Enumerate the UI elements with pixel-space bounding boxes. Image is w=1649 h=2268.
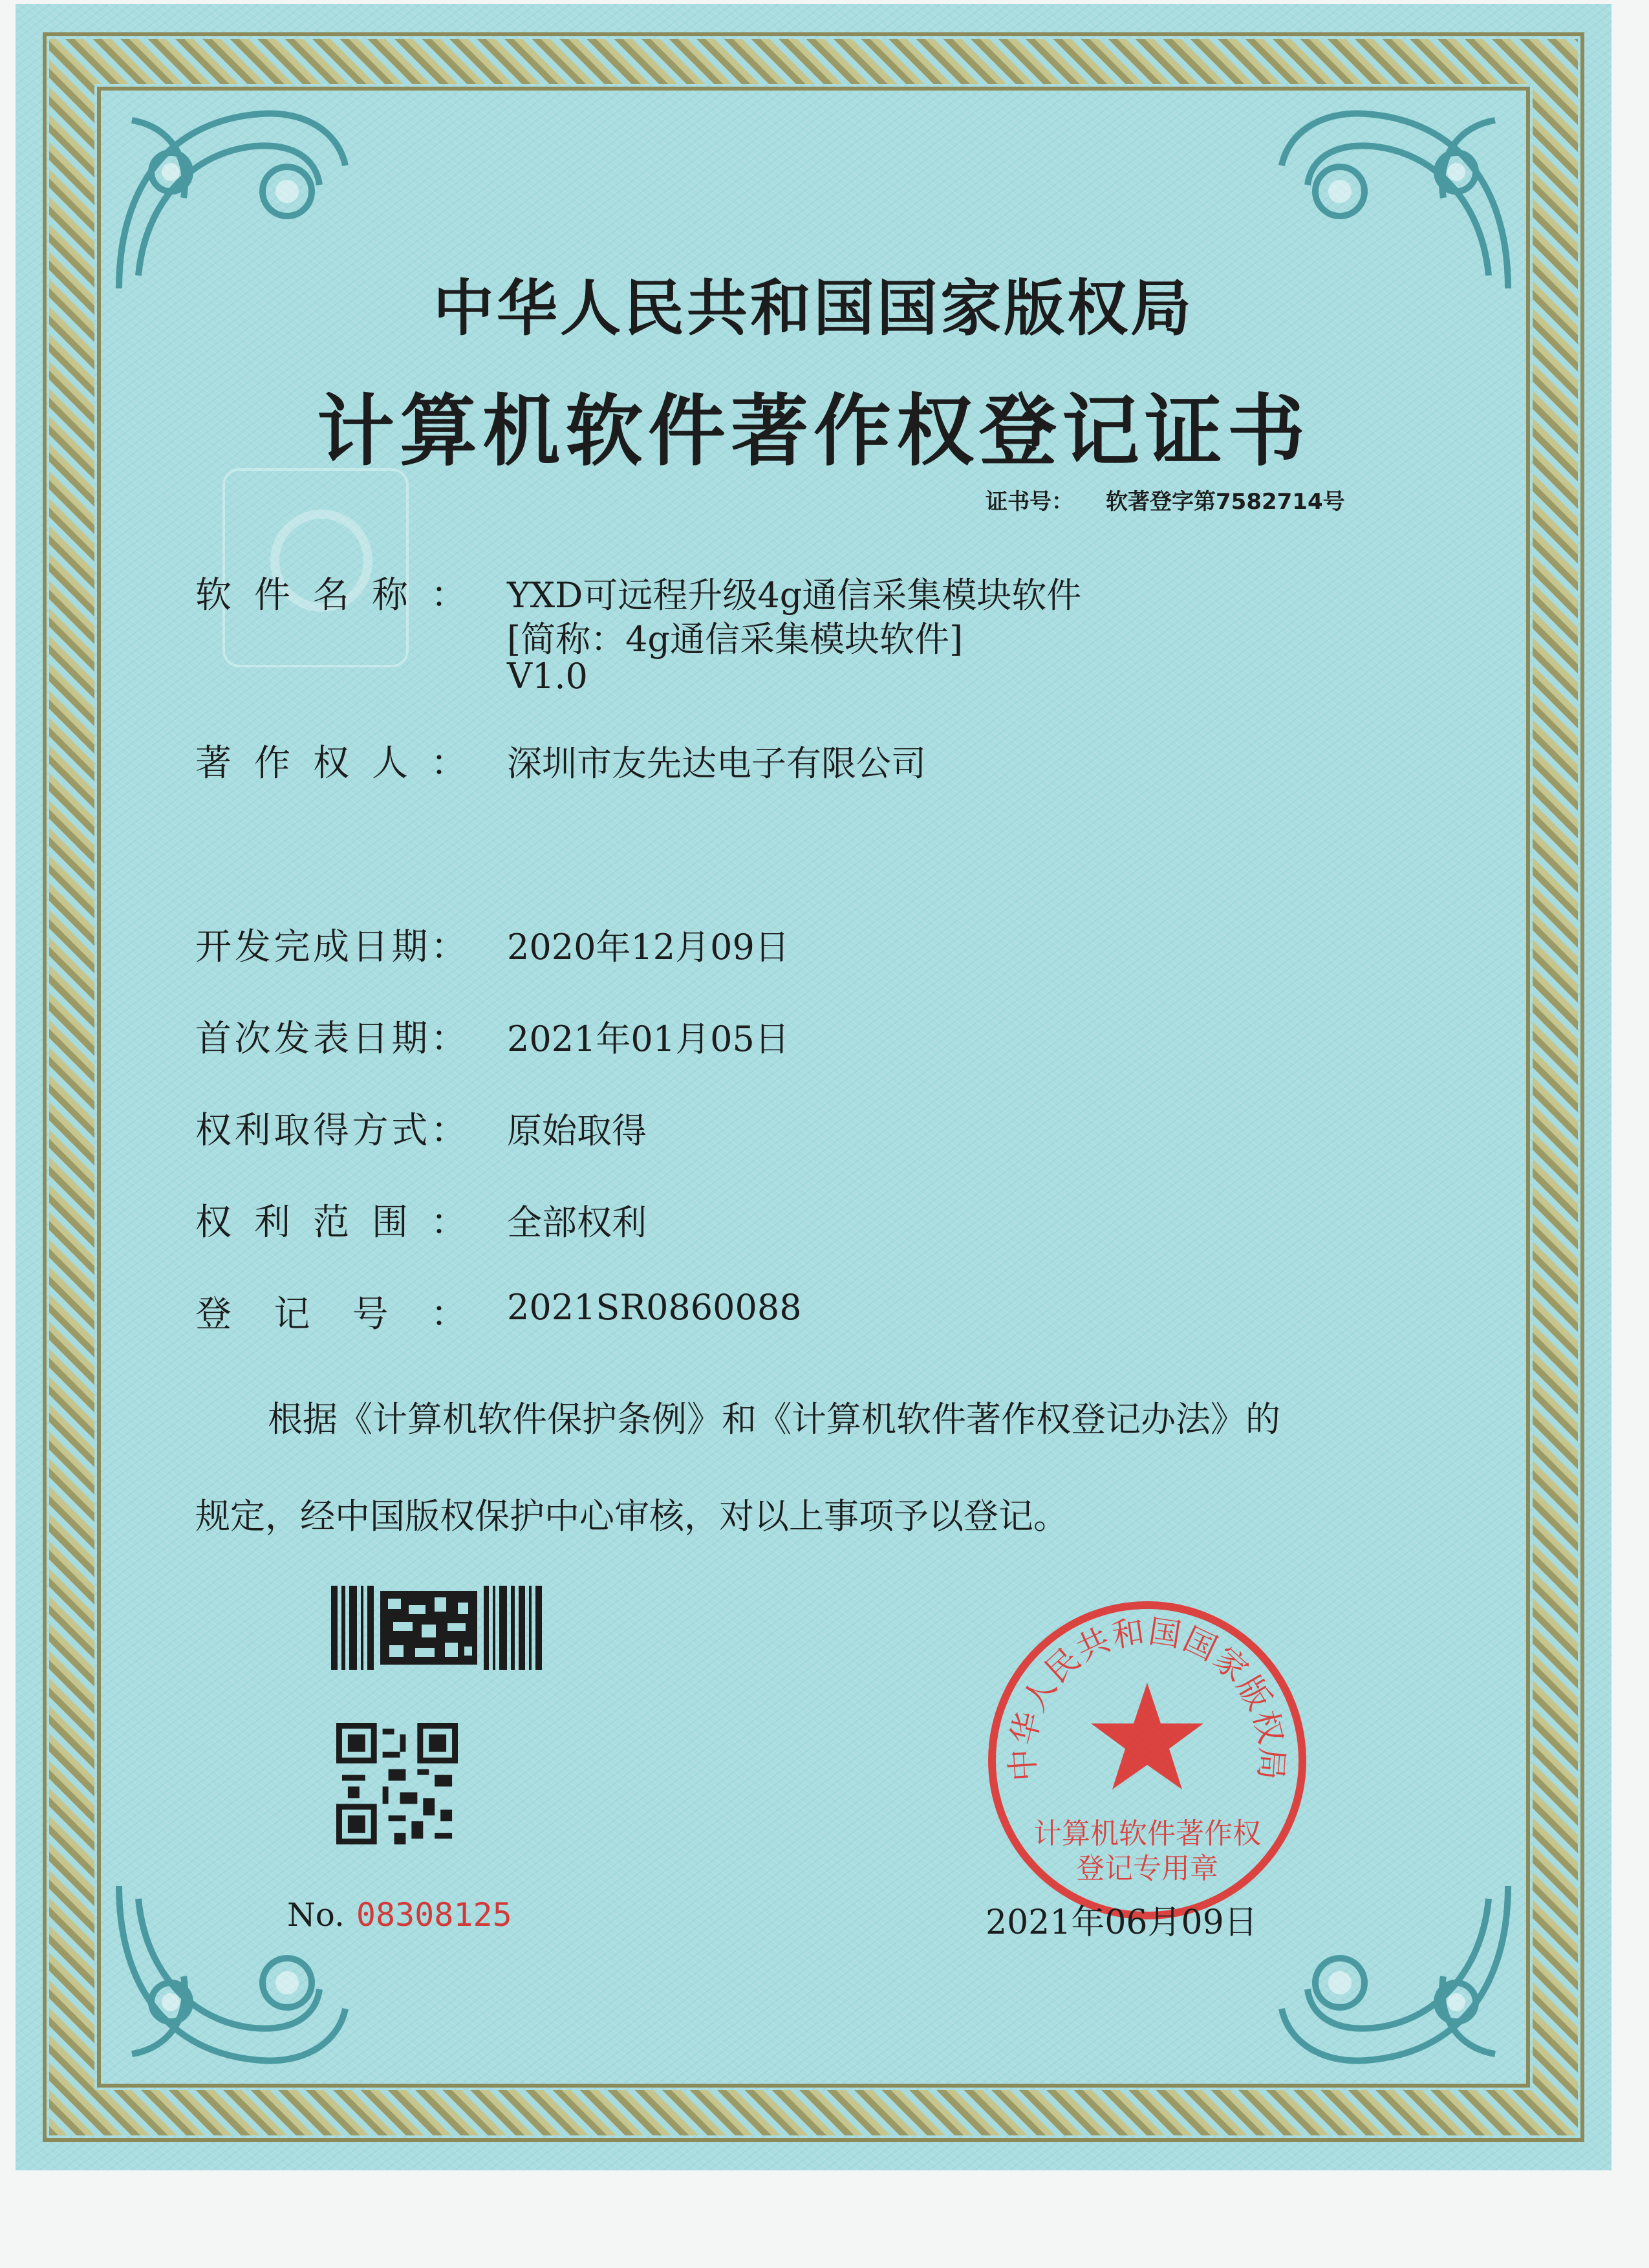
qr-code (336, 1723, 458, 1844)
field-value-registration-number: 2021SR0860088 (507, 1287, 802, 1328)
field-value-copyright-owner: 深圳市友先达电子有限公司 (507, 743, 926, 784)
certificate-number-label: 证书号： (986, 489, 1073, 515)
field-label-completion-date: 开发完成日期： (195, 926, 467, 968)
field-value-short-name: [简称：4g通信采集模块软件] (507, 619, 964, 660)
serial-prefix: No. (287, 1896, 345, 1934)
field-label-copyright-owner: 著作权人： (195, 742, 467, 784)
field-value-completion-date: 2020年12月09日 (507, 927, 790, 967)
seal-inner-line-1: 计算机软件著作权 (1033, 1817, 1261, 1850)
corner-ornament-bottom-left (93, 1860, 365, 2093)
seal-outer-text: 中华人民共和国国家版权局 (1003, 1612, 1291, 1783)
field-label-rights-scope: 权利范围： (195, 1202, 467, 1244)
serial-number (287, 1896, 512, 1934)
barcode (331, 1586, 544, 1670)
statement-line-2: 规定，经中国版权保护中心审核，对以上事项予以登记。 (195, 1496, 1068, 1537)
statement-line-1: 根据《计算机软件保护条例》和《计算机软件著作权登记办法》的 (268, 1399, 1280, 1440)
certificate-title: 计算机软件著作权登记证书 (317, 387, 1310, 477)
field-label-software-name: 软件名称： (195, 574, 467, 616)
field-label-registration-number: 登记号： (195, 1293, 467, 1335)
field-value-acquisition-method: 原始取得 (507, 1110, 647, 1151)
field-value-first-publication-date: 2021年01月05日 (507, 1019, 790, 1059)
official-seal (973, 1586, 1322, 1935)
field-value-version: V1.0 (507, 656, 588, 697)
serial-value: 08308125 (356, 1896, 512, 1934)
field-label-acquisition-method: 权利取得方式： (195, 1110, 467, 1152)
field-label-first-publication-date: 首次发表日期： (195, 1018, 467, 1060)
field-value-software-name: YXD可远程升级4g通信采集模块软件 (507, 575, 1082, 616)
issue-date: 2021年06月09日 (986, 1903, 1258, 1942)
field-value-rights-scope: 全部权利 (507, 1202, 647, 1243)
seal-inner-line-2: 登记专用章 (1076, 1852, 1218, 1885)
seal-star-icon (1091, 1683, 1203, 1789)
certificate-number-value: 软著登字第7582714号 (1106, 489, 1345, 515)
issuing-authority: 中华人民共和国国家版权局 (433, 274, 1194, 344)
certificate (16, 4, 1611, 2170)
certificate-number (986, 484, 1345, 515)
